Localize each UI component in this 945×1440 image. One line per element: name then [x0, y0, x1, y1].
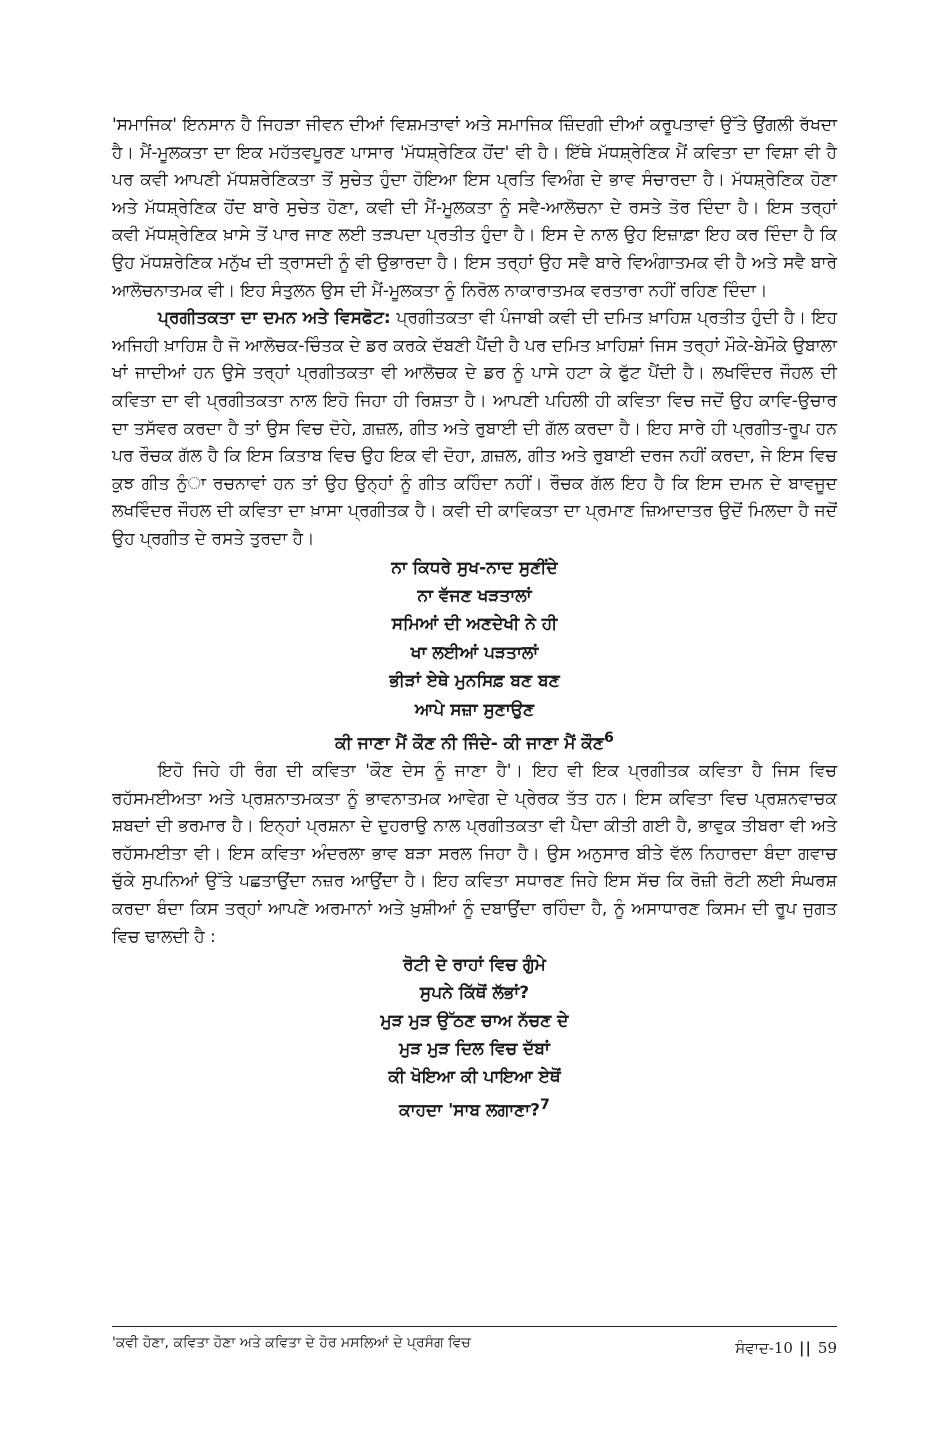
verse-line-text: ਕੀ ਜਾਣਾ ਮੈਂ ਕੌਣ ਨੀ ਜਿੰਦੇ- ਕੀ ਜਾਣਾ ਮੈਂ ਕੌਣ	[335, 733, 604, 754]
footnote-marker: 6	[603, 729, 614, 746]
paragraph-2	[112, 305, 837, 553]
verse-line: ਨਾ ਵੱਜਣ ਖੜਤਾਲਾਂ	[417, 585, 532, 606]
verse-line: ਸਮਿਆਂ ਦੀ ਅਣਦੇਖੀ ਨੇ ਹੀ	[391, 614, 558, 635]
section-heading: ਪ੍ਰਗੀਤਕਤਾ ਦਾ ਦਮਨ ਅਤੇ ਵਿਸਫੋਟ:	[158, 308, 391, 329]
verse-block-1	[112, 554, 837, 759]
page-body	[112, 112, 837, 1125]
verse-line: ਸੁਪਨੇ ਕਿੱਥੋਂ ਲੱਭਾਂ?	[419, 983, 530, 1004]
footnote-marker: 7	[539, 1097, 550, 1114]
verse-line: ਆਪੇ ਸਜ਼ਾ ਸੁਣਾਉਣ	[414, 699, 535, 720]
footer-page-info	[735, 1339, 837, 1357]
paragraph-3-text: ਇਹੋ ਜਿਹੇ ਹੀ ਰੰਗ ਦੀ ਕਵਿਤਾ 'ਕੌਣ ਦੇਸ ਨੂੰ ਜਾਣਾ ਹੈ'। ਇਹ ਵੀ ਇਕ ਪ੍ਰਗੀਤਕ ਕਵਿਤਾ ਹੈ ਜਿਸ ਵਿਚ ਰਹੱਸਮਈਅਤਾ ਅਤੇ ਪ੍ਰਸ਼ਨਾਤਮਕਤਾ ਨੂੰ ਭਾਵਨਾਤਮਕ ਆਵੇਗ ਦੇ ਪ੍ਰੇਰਕ ਤੱਤ ਹਨ। ਇਸ ਕਵਿਤਾ ਵਿਚ ਪ੍ਰਸ਼ਨਵਾਚਕ ਸ਼ਬਦਾਂ ਦੀ ਭਰਮਾਰ ਹੈ। ਇਨ੍ਹਾਂ ਪ੍ਰਸ਼ਨਾ ਦੇ ਦੁਹਰਾਉ ਨਾਲ ਪ੍ਰਗੀਤਕਤਾ ਵੀ ਪੈਦਾ ਕੀਤੀ ਗਈ ਹੈ, ਭਾਵੁਕ ਤੀਬਰਾ ਵੀ ਅਤੇ ਰਹੱਸਮਈਤਾ ਵੀ। ਇਸ ਕਵਿਤਾ ਅੰਦਰਲਾ ਭਾਵ ਬੜਾ ਸਰਲ ਜਿਹਾ ਹੈ। ਉਸ ਅਨੁਸਾਰ ਬੀਤੇ ਵੱਲ ਨਿਹਾਰਦਾ ਬੰਦਾ ਗਵਾਚ ਚੁੱਕੇ ਸੁਪਨਿਆਂ ਉੱਤੇ ਪਛਤਾਉਂਦਾ ਨਜ਼ਰ ਆਉਂਦਾ ਹੈ। ਇਹ ਕਵਿਤਾ ਸਧਾਰਣ ਜਿਹੇ ਇਸ ਸੱਚ ਕਿ ਰੋਜ਼ੀ ਰੋਟੀ ਲਈ ਸੰਘਰਸ਼ ਕਰਦਾ ਬੰਦਾ ਕਿਸ ਤਰ੍ਹਾਂ ਆਪਣੇ ਅਰਮਾਨਾਂ ਅਤੇ ਖ਼ੁਸ਼ੀਆਂ ਨੂੰ ਦਬਾਉਂਦਾ ਰਹਿੰਦਾ ਹੈ, ਨੂੰ ਅਸਾਧਾਰਣ ਕਿਸਮ ਦੀ ਰੂਪ ਜੁਗਤ ਵਿਚ ਢਾਲਦੀ ਹੈ :	[112, 761, 837, 947]
footer-separator: ||	[798, 1339, 812, 1357]
verse-line: ਕੀ ਖੋਇਆ ਕੀ ਪਾਇਆ ਏਥੋਂ	[388, 1067, 561, 1088]
verse-line: ਮੁੜ ਮੁੜ ਦਿਲ ਵਿਚ ਦੱਬਾਂ	[399, 1039, 550, 1060]
paragraph-3	[112, 758, 837, 951]
verse-line-text: ਕਾਹਦਾ 'ਸਾਬ ਲਗਾਣਾ?	[399, 1100, 540, 1121]
verse-line: ਰੋਟੀ ਦੇ ਰਾਹਾਂ ਵਿਚ ਗੁੰਮੇ	[403, 955, 546, 976]
verse-line	[112, 1091, 837, 1125]
verse-line: ਮੁੜ ਮੁੜ ਉੱਠਣ ਚਾਅ ਨੱਚਣ ਦੇ	[380, 1011, 569, 1032]
running-title: 'ਕਵੀ ਹੋਣਾ, ਕਵਿਤਾ ਹੋਣਾ ਅਤੇ ਕਵਿਤਾ ਦੇ ਹੋਰ ਮਸਲਿਆਂ ਦੇ ਪ੍ਰਸੰਗ ਵਿਚ	[112, 1335, 471, 1351]
page-footer	[112, 1326, 837, 1357]
verse-line	[112, 724, 837, 758]
journal-name: ਸੰਵਾਦ-10	[735, 1339, 793, 1357]
verse-line: ਭੀੜਾਂ ਏਥੇ ਮੁਨਸਿਫ਼ ਬਣ ਬਣ	[389, 671, 560, 692]
verse-line: ਖਾ ਲਈਆਂ ਪੜਤਾਲਾਂ	[410, 642, 539, 663]
paragraph-2-text: ਪ੍ਰਗੀਤਕਤਾ ਵੀ ਪੰਜਾਬੀ ਕਵੀ ਦੀ ਦਮਿਤ ਖ਼ਾਹਿਸ਼ ਪ੍ਰਤੀਤ ਹੁੰਦੀ ਹੈ। ਇਹ ਅਜਿਹੀ ਖ਼ਾਹਿਸ਼ ਹੈ ਜੋ ਆਲੋਚਕ-ਚਿੰਤਕ ਦੇ ਡਰ ਕਰਕੇ ਦੱਬਣੀ ਪੈਂਦੀ ਹੈ ਪਰ ਦਮਿਤ ਖ਼ਾਹਿਸ਼ਾਂ ਜਿਸ ਤਰ੍ਹਾਂ ਮੌਕੇ-ਬੇਮੌਕੇ ਉਬਾਲਾ ਖਾਂ ਜਾਦੀਆਂ ਹਨ ਉਸੇ ਤਰ੍ਹਾਂ ਪ੍ਰਗੀਤਕਤਾ ਵੀ ਆਲੋਚਕ ਦੇ ਡਰ ਨੂੰ ਪਾਸੇ ਹਟਾ ਕੇ ਫੁੱਟ ਪੈਂਦੀ ਹੈ। ਲਖਵਿੰਦਰ ਜੌਹਲ ਦੀ ਕਵਿਤਾ ਦਾ ਵੀ ਪ੍ਰਗੀਤਕਤਾ ਨਾਲ ਇਹੋ ਜਿਹਾ ਹੀ ਰਿਸ਼ਤਾ ਹੈ। ਆਪਣੀ ਪਹਿਲੀ ਹੀ ਕਵਿਤਾ ਵਿਚ ਜਦੋਂ ਉਹ ਕਾਵਿ-ਉਚਾਰ ਦਾ ਤਸੱਵਰ ਕਰਦਾ ਹੈ ਤਾਂ ਉਸ ਵਿਚ ਦੋਹੇ, ਗ਼ਜ਼ਲ, ਗੀਤ ਅਤੇ ਰੁਬਾਈ ਦੀ ਗੱਲ ਕਰਦਾ ਹੈ। ਇਹ ਸਾਰੇ ਹੀ ਪ੍ਰਗੀਤ-ਰੂਪ ਹਨ ਪਰ ਰੌਚਕ ਗੱਲ ਹੈ ਕਿ ਇਸ ਕਿਤਾਬ ਵਿਚ ਉਹ ਇਕ ਵੀ ਦੋਹਾ, ਗ਼ਜ਼ਲ, ਗੀਤ ਅਤੇ ਰੁਬਾਈ ਦਰਜ ਨਹੀਂ ਕਰਦਾ, ਜੇ ਇਸ ਵਿਚ ਕੁਝ ਗੀਤ ਨੁੰਾ ਰਚਨਾਵਾਂ ਹਨ ਤਾਂ ਉਹ ਉਨ੍ਹਾਂ ਨੂੰ ਗੀਤ ਕਹਿੰਦਾ ਨਹੀਂ। ਰੌਚਕ ਗੱਲ ਇਹ ਹੈ ਕਿ ਇਸ ਦਮਨ ਦੇ ਬਾਵਜੂਦ ਲਖਵਿੰਦਰ ਜੌਹਲ ਦੀ ਕਵਿਤਾ ਦਾ ਖ਼ਾਸਾ ਪ੍ਰਗੀਤਕ ਹੈ। ਕਵੀ ਦੀ ਕਾਵਿਕਤਾ ਦਾ ਪ੍ਰਮਾਣ ਜ਼ਿਆਦਾਤਰ ਉਦੋਂ ਮਿਲਦਾ ਹੈ ਜਦੋਂ ਉਹ ਪ੍ਰਗੀਤ ਦੇ ਰਸਤੇ ਤੁਰਦਾ ਹੈ।	[112, 308, 838, 549]
paragraph-1	[112, 112, 837, 305]
paragraph-1-text: 'ਸਮਾਜਿਕ' ਇਨਸਾਨ ਹੈ ਜਿਹੜਾ ਜੀਵਨ ਦੀਆਂ ਵਿਸ਼ਮਤਾਵਾਂ ਅਤੇ ਸਮਾਜਿਕ ਜ਼ਿੰਦਗੀ ਦੀਆਂ ਕਰੂਪਤਾਵਾਂ ਉੱਤੇ ਉਂਗਲੀ ਰੱਖਦਾ ਹੈ। ਮੈਂ-ਮੂਲਕਤਾ ਦਾ ਇਕ ਮਹੱਤਵਪੂਰਣ ਪਾਸਾਰ 'ਮੱਧਸ਼੍ਰੇਣਿਕ ਹੋਂਦ' ਵੀ ਹੈ। ਇੱਥੇ ਮੱਧਸ਼੍ਰੇਣਿਕ ਮੈਂ ਕਵਿਤਾ ਦਾ ਵਿਸ਼ਾ ਵੀ ਹੈ ਪਰ ਕਵੀ ਆਪਣੀ ਮੱਧਸ਼ਰੇਣਿਕਤਾ ਤੋਂ ਸੁਚੇਤ ਹੁੰਦਾ ਹੋਇਆ ਇਸ ਪ੍ਰਤਿ ਵਿਅੰਗ ਦੇ ਭਾਵ ਸੰਚਾਰਦਾ ਹੈ। ਮੱਧਸ਼੍ਰੇਣਿਕ ਹੋਣਾ ਅਤੇ ਮੱਧਸ਼੍ਰੇਣਿਕ ਹੋਂਦ ਬਾਰੇ ਸੁਚੇਤ ਹੋਣਾ, ਕਵੀ ਦੀ ਮੈਂ-ਮੂਲਕਤਾ ਨੂੰ ਸਵੈ-ਆਲੋਚਨਾ ਦੇ ਰਸਤੇ ਤੋਰ ਦਿੰਦਾ ਹੈ। ਇਸ ਤਰ੍ਹਾਂ ਕਵੀ ਮੱਧਸ਼੍ਰੇਣਿਕ ਖ਼ਾਸੇ ਤੋਂ ਪਾਰ ਜਾਣ ਲਈ ਤੜਪਦਾ ਪ੍ਰਤੀਤ ਹੁੰਦਾ ਹੈ। ਇਸ ਦੇ ਨਾਲ ਉਹ ਇਜ਼ਾਫ਼ਾ ਇਹ ਕਰ ਦਿੰਦਾ ਹੈ ਕਿ ਉਹ ਮੱਧਸ਼ਰੇਣਿਕ ਮਨੁੱਖ ਦੀ ਤ੍ਰਾਸਦੀ ਨੂੰ ਵੀ ਉਭਾਰਦਾ ਹੈ। ਇਸ ਤਰ੍ਹਾਂ ਉਹ ਸਵੈ ਬਾਰੇ ਵਿਅੰਗਾਤਮਕ ਵੀ ਹੈ ਅਤੇ ਸਵੈ ਬਾਰੇ ਆਲੋਚਨਾਤਮਕ ਵੀ। ਇਹ ਸੰਤੁਲਨ ਉਸ ਦੀ ਮੈਂ-ਮੂਲਕਤਾ ਨੂੰ ਨਿਰੋਲ ਨਾਕਾਰਾਤਮਕ ਵਰਤਾਰਾ ਨਹੀਂ ਰਹਿਣ ਦਿੰਦਾ।	[112, 115, 837, 301]
verse-block-2	[112, 951, 837, 1125]
page-number: 59	[817, 1339, 837, 1357]
verse-line: ਨਾ ਕਿਧਰੇ ਸੁਖ-ਨਾਦ ਸੁਣੀਂਦੇ	[391, 557, 558, 578]
